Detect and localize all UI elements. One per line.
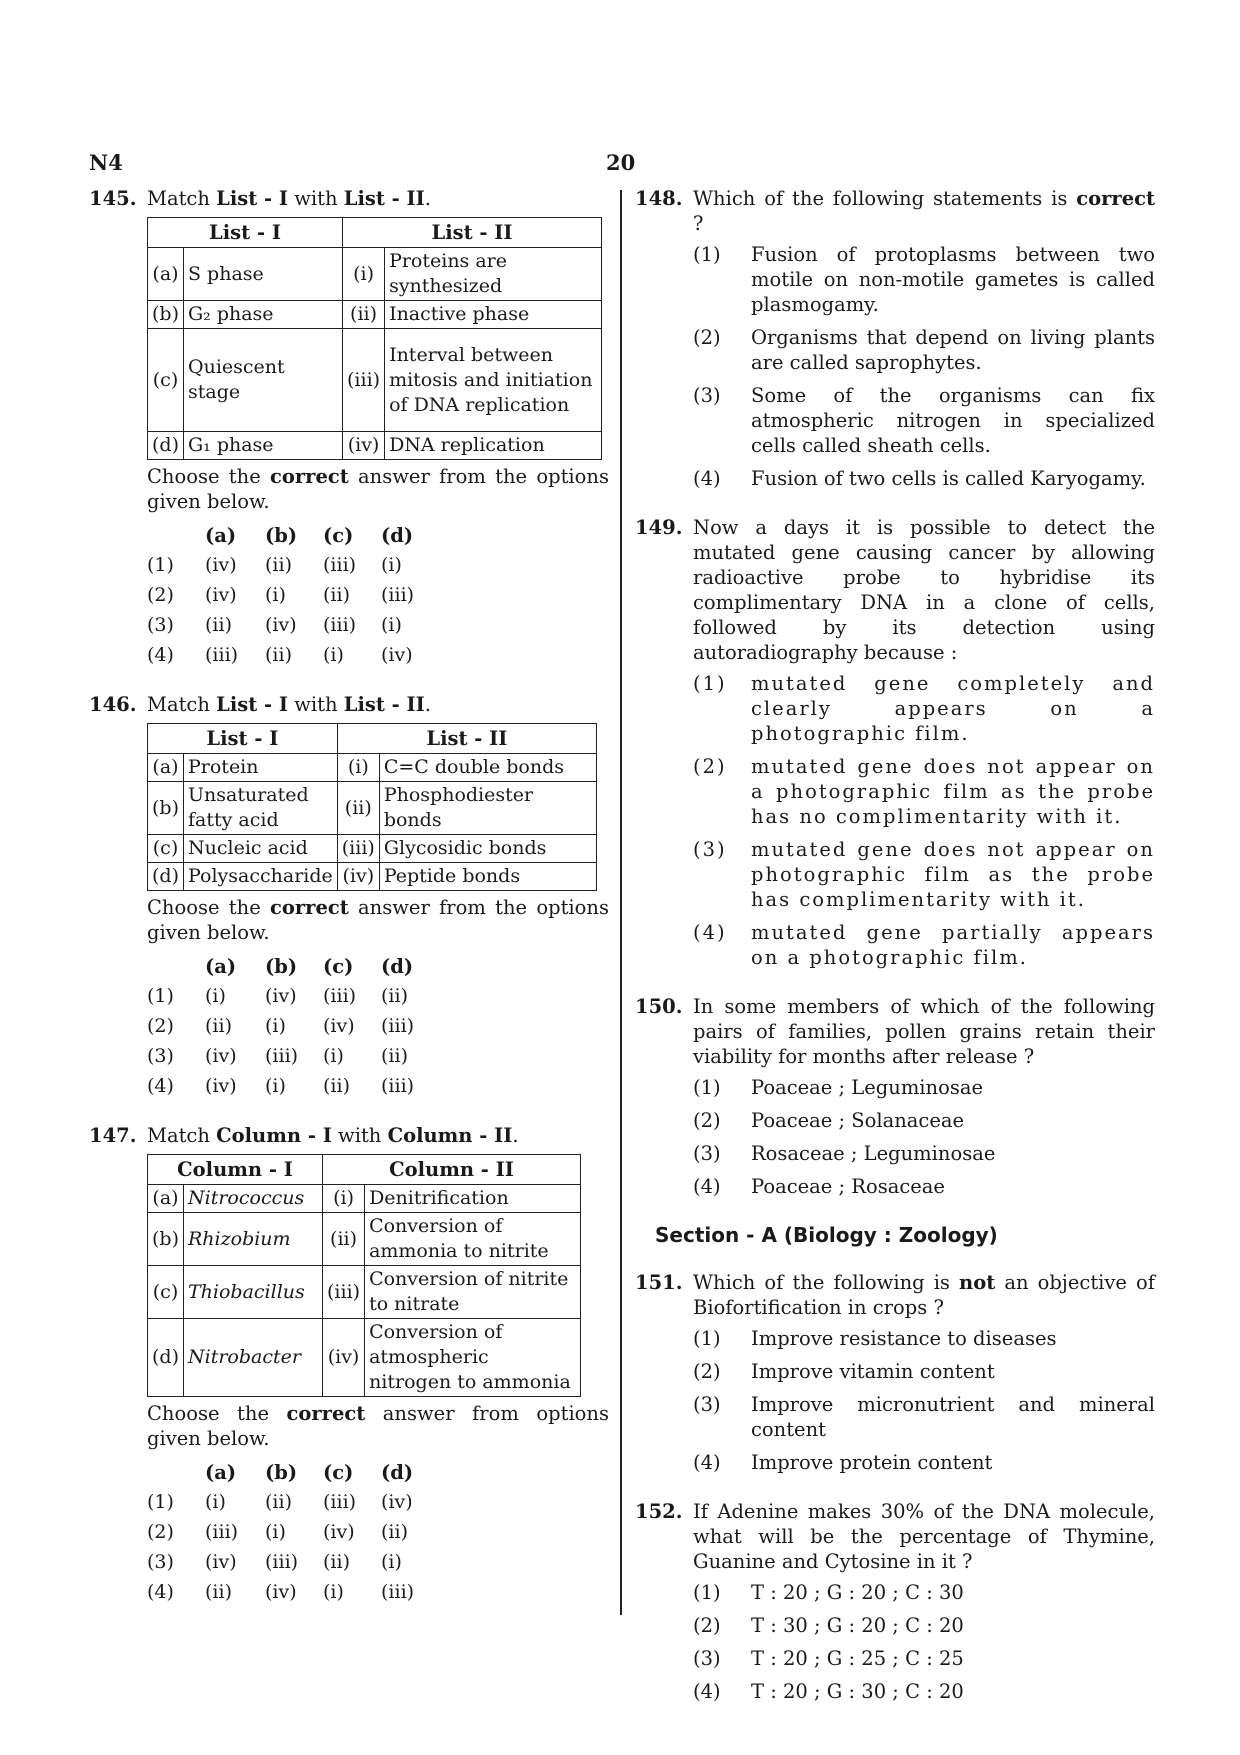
column-divider (620, 190, 622, 1615)
question-number: 149. (635, 516, 683, 539)
question-152 (635, 1499, 1155, 1704)
table-header-column-2: Column - II (323, 1155, 581, 1185)
table-row: (c) Nucleic acid (iii) Glycosidic bonds (148, 835, 597, 863)
answer-option[interactable]: (3) Rosaceae ; Leguminosae (693, 1142, 996, 1165)
question-number: 148. (635, 187, 683, 210)
answer-option[interactable]: (2) mutated gene does not appear on a photographic film as the probe has no complimentarity with it. (693, 755, 1155, 828)
table-header-list-2: List - II (343, 218, 602, 248)
question-148 (635, 186, 1155, 491)
answer-option[interactable]: (3) T : 20 ; G : 25 ; C : 25 (693, 1647, 964, 1670)
answer-option[interactable]: (3) Some of the organisms can fix atmospheric nitrogen in specialized cells called sheath cells. (693, 384, 1155, 457)
question-text: Now a days it is possible to detect the mutated gene causing cancer by allowing radioactive probe to hybridise its complimentary DNA in a clone of cells, followed by its detection using autoradiography because : (693, 516, 1155, 664)
question-text: In some members of which of the following pairs of families, pollen grains retain their viability for months after release ? (693, 995, 1155, 1068)
question-text: If Adenine makes 30% of the DNA molecule, what will be the percentage of Thymine, Guanine and Cytosine in it ? (693, 1500, 1155, 1573)
table-row: (c) Thiobacillus (iii) Conversion of nitrite to nitrate (148, 1266, 581, 1319)
answer-options: (a) (b) (c) (d) (1) (i) (ii) (iii) (iv) (2) (iii) (i) (iv) (ii) (3) (iv) (iii) (ii) (i) (4) (ii) (iv) (i) (iii) (147, 1457, 414, 1607)
table-row: (a) Protein (i) C=C double bonds (148, 754, 597, 782)
answer-option[interactable]: (4) (iii) (ii) (i) (iv) (147, 643, 413, 666)
question-text: Which of the following statements is correct ? (693, 187, 1155, 235)
question-146 (89, 692, 609, 1101)
answer-option[interactable]: (4) Poaceae ; Rosaceae (693, 1175, 945, 1198)
table-row: (b) Rhizobium (ii) Conversion of ammonia to nitrite (148, 1213, 581, 1266)
table-row: (d) Nitrobacter (iv) Conversion of atmospheric nitrogen to ammonia (148, 1319, 581, 1397)
instruction-text: Choose the correct answer from the options given below. (147, 465, 609, 513)
question-text: Match Column - I with Column - II. (147, 1124, 519, 1147)
question-number: 151. (635, 1271, 683, 1294)
table-header-list-2: List - II (337, 724, 596, 754)
answer-options (693, 1075, 1155, 1199)
answer-option[interactable]: (2) (ii) (i) (iv) (iii) (147, 1014, 415, 1037)
right-column (635, 186, 1155, 1722)
answer-option[interactable]: (1) mutated gene completely and clearly appears on a photographic film. (693, 672, 1155, 745)
answer-options (693, 1580, 1155, 1704)
answer-option[interactable]: (4) Improve protein content (693, 1451, 993, 1474)
table-row: (d) Polysaccharide (iv) Peptide bonds (148, 863, 597, 891)
table-header-list-1: List - I (148, 724, 338, 754)
answer-option[interactable]: (1) Fusion of protoplasms between two motile on non-motile gametes is called plasmogamy. (693, 243, 1155, 316)
answer-options: (a) (b) (c) (d) (1) (i) (iv) (iii) (ii) (2) (ii) (i) (iv) (iii) (3) (iv) (iii) (i) (ii) (4) (iv) (i) (ii) (iii) (147, 951, 414, 1101)
answer-option[interactable]: (4) T : 20 ; G : 30 ; C : 20 (693, 1680, 964, 1703)
answer-option[interactable]: (2) T : 30 ; G : 20 ; C : 20 (693, 1614, 964, 1637)
table-row: (a) Nitrococcus (i) Denitrification (148, 1185, 581, 1213)
table-row: (b) G₂ phase (ii) Inactive phase (148, 301, 602, 329)
answer-option[interactable]: (1) Poaceae ; Leguminosae (693, 1076, 984, 1099)
match-table (147, 1154, 581, 1397)
section-heading: Section - A (Biology : Zoology) (655, 1223, 998, 1247)
question-number: 147. (89, 1124, 137, 1147)
table-header-list-1: List - I (148, 218, 343, 248)
answer-option[interactable]: (2) Poaceae ; Solanaceae (693, 1109, 965, 1132)
answer-option[interactable]: (1) (i) (iv) (iii) (ii) (147, 984, 408, 1007)
answer-option[interactable]: (1) (iv) (ii) (iii) (i) (147, 553, 402, 576)
instruction-text: Choose the correct answer from the options given below. (147, 896, 609, 944)
match-table (147, 217, 602, 460)
question-text: Match List - I with List - II. (147, 187, 431, 210)
paper-code: N4 (89, 150, 123, 175)
question-text: Which of the following is not an objective of Biofortification in crops ? (693, 1271, 1155, 1319)
answer-option[interactable]: (2) (iv) (i) (ii) (iii) (147, 583, 415, 606)
question-145 (89, 186, 609, 670)
answer-option[interactable]: (3) Improve micronutrient and mineral content (693, 1393, 1155, 1441)
table-row: (d) G₁ phase (iv) DNA replication (148, 432, 602, 460)
answer-option[interactable]: (1) (i) (ii) (iii) (iv) (147, 1490, 413, 1513)
question-number: 145. (89, 187, 137, 210)
answer-options: (a) (b) (c) (d) (1) (iv) (ii) (iii) (i) (2) (iv) (i) (ii) (iii) (3) (ii) (iv) (iii) (i) (4) (iii) (ii) (i) (iv) (147, 520, 414, 670)
answer-options (693, 242, 1155, 491)
answer-option[interactable]: (3) (ii) (iv) (iii) (i) (147, 613, 402, 636)
question-number: 152. (635, 1500, 683, 1523)
answer-option[interactable]: (2) Organisms that depend on living plants are called saprophytes. (693, 326, 1155, 374)
answer-options (693, 1326, 1155, 1475)
left-column (89, 186, 609, 1625)
table-row: (c) Quiescent stage (iii) Interval between mitosis and initiation of DNA replication (148, 329, 602, 432)
answer-option[interactable]: (1) T : 20 ; G : 20 ; C : 30 (693, 1581, 964, 1604)
question-149 (635, 515, 1155, 970)
question-147 (89, 1123, 609, 1607)
table-row: (b) Unsaturated fatty acid (ii) Phosphodiester bonds (148, 782, 597, 835)
question-151 (635, 1270, 1155, 1475)
table-row: (a) S phase (i) Proteins are synthesized (148, 248, 602, 301)
question-text: Match List - I with List - II. (147, 693, 431, 716)
answer-option[interactable]: (4) mutated gene partially appears on a photographic film. (693, 921, 1155, 969)
answer-option[interactable]: (2) Improve vitamin content (693, 1360, 995, 1383)
table-header-column-1: Column - I (148, 1155, 323, 1185)
answer-option[interactable]: (4) Fusion of two cells is called Karyogamy. (693, 467, 1146, 490)
answer-option[interactable]: (3) (iv) (iii) (i) (ii) (147, 1044, 408, 1067)
page-number: 20 (606, 150, 636, 175)
question-number: 150. (635, 995, 683, 1018)
question-150 (635, 994, 1155, 1199)
answer-option[interactable]: (3) (iv) (iii) (ii) (i) (147, 1550, 402, 1573)
answer-option[interactable]: (1) Improve resistance to diseases (693, 1327, 1057, 1350)
answer-option[interactable]: (2) (iii) (i) (iv) (ii) (147, 1520, 408, 1543)
match-table (147, 723, 597, 891)
answer-option[interactable]: (4) (iv) (i) (ii) (iii) (147, 1074, 415, 1097)
answer-option[interactable]: (4) (ii) (iv) (i) (iii) (147, 1580, 415, 1603)
answer-options (693, 671, 1155, 970)
answer-option[interactable]: (3) mutated gene does not appear on photographic film as the probe has complimentarity with it. (693, 838, 1155, 911)
instruction-text: Choose the correct answer from options given below. (147, 1402, 609, 1450)
question-number: 146. (89, 693, 137, 716)
